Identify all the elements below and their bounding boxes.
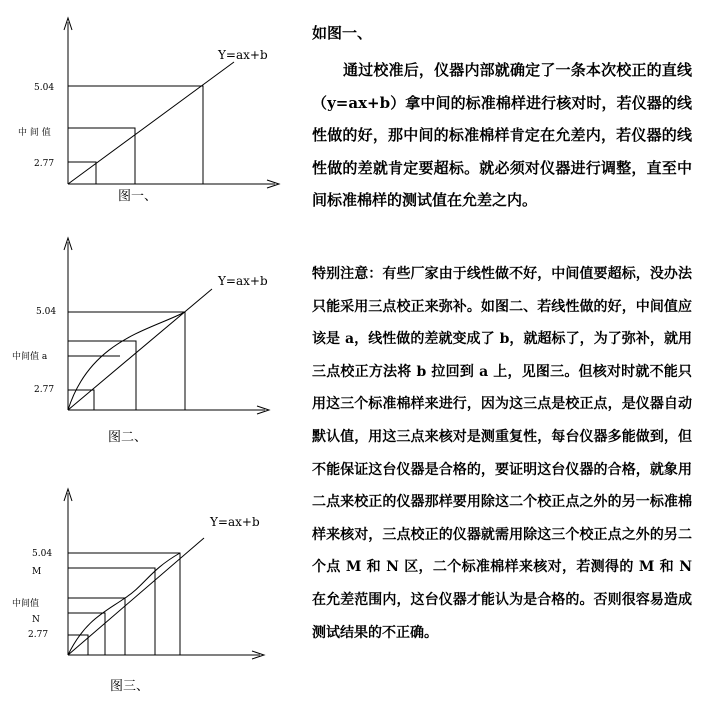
figure-caption: 图一、: [118, 189, 158, 204]
y-label-m: M: [32, 567, 42, 577]
figure-3: [0, 0, 300, 711]
paragraph-1: 通过校准后，仪器内部就确定了一条本次校正的直线（y=ax+b）拿中间的标准棉样进行核对时，若仪器的线性做的好，那中间的标准棉样肯定在允差内，若仪器的线性做的差就肯定要超标。就必须对仪器进行调整，直至中间标准棉样的测试值在允差之内。: [312, 61, 692, 210]
paragraph-2: 特别注意：有些厂家由于线性做不好，中间值要超标，没办法只能采用三点校正来弥补。如图二、若线性做的好，中间值应该是 a，线性做的差就变成了 b，就超标了，为了弥补，就用三点校正方法将 b 拉回到 a 上，见图三。但核对时就不能只用这三个标准棉样来进行，因为这三点是校正点，是仪器自动默认值，用这三点来核对是测重复性，每台仪器多能做到，但不能保证这台仪器是合格的，要证明这台仪器的合格，就象用二点来校正的仪器那样要用除这二个校正点之外的另一标准棉样来核对，三点校正的仪器就需用除这三个校正点之外的另二个点 M 和 N 区，二个标准棉样来核对，若测得的 M 和 N 在允差范围内，这台仪器才能认为是合格的。否则很容易造成测试结果的不正确。: [312, 266, 692, 641]
y-label-middle: 中 间 值: [18, 128, 51, 138]
y-label-504: 5.04: [34, 83, 55, 93]
guide-m: [68, 568, 155, 655]
y-label-504: 5.04: [32, 549, 53, 559]
guide-n: [68, 613, 105, 655]
figure-caption: 图二、: [108, 430, 148, 445]
y-label-277: 2.77: [34, 159, 55, 169]
equation-label: Y=ax+b: [210, 515, 260, 529]
y-label-277: 2.77: [34, 385, 55, 395]
y-label-middle-a: 中间值 a: [12, 352, 48, 362]
y-label-middle: 中间值: [12, 599, 40, 609]
guide-middle: [68, 598, 125, 655]
figure-caption: 图三、: [110, 679, 150, 694]
y-label-n: N: [32, 615, 40, 625]
paragraph-1-title: 如图一、: [312, 24, 373, 42]
y-label-277: 2.77: [28, 630, 49, 640]
equation-label: Y=ax+b: [218, 48, 268, 62]
equation-label: Y=ax+b: [218, 274, 268, 288]
y-label-504: 5.04: [36, 307, 57, 317]
